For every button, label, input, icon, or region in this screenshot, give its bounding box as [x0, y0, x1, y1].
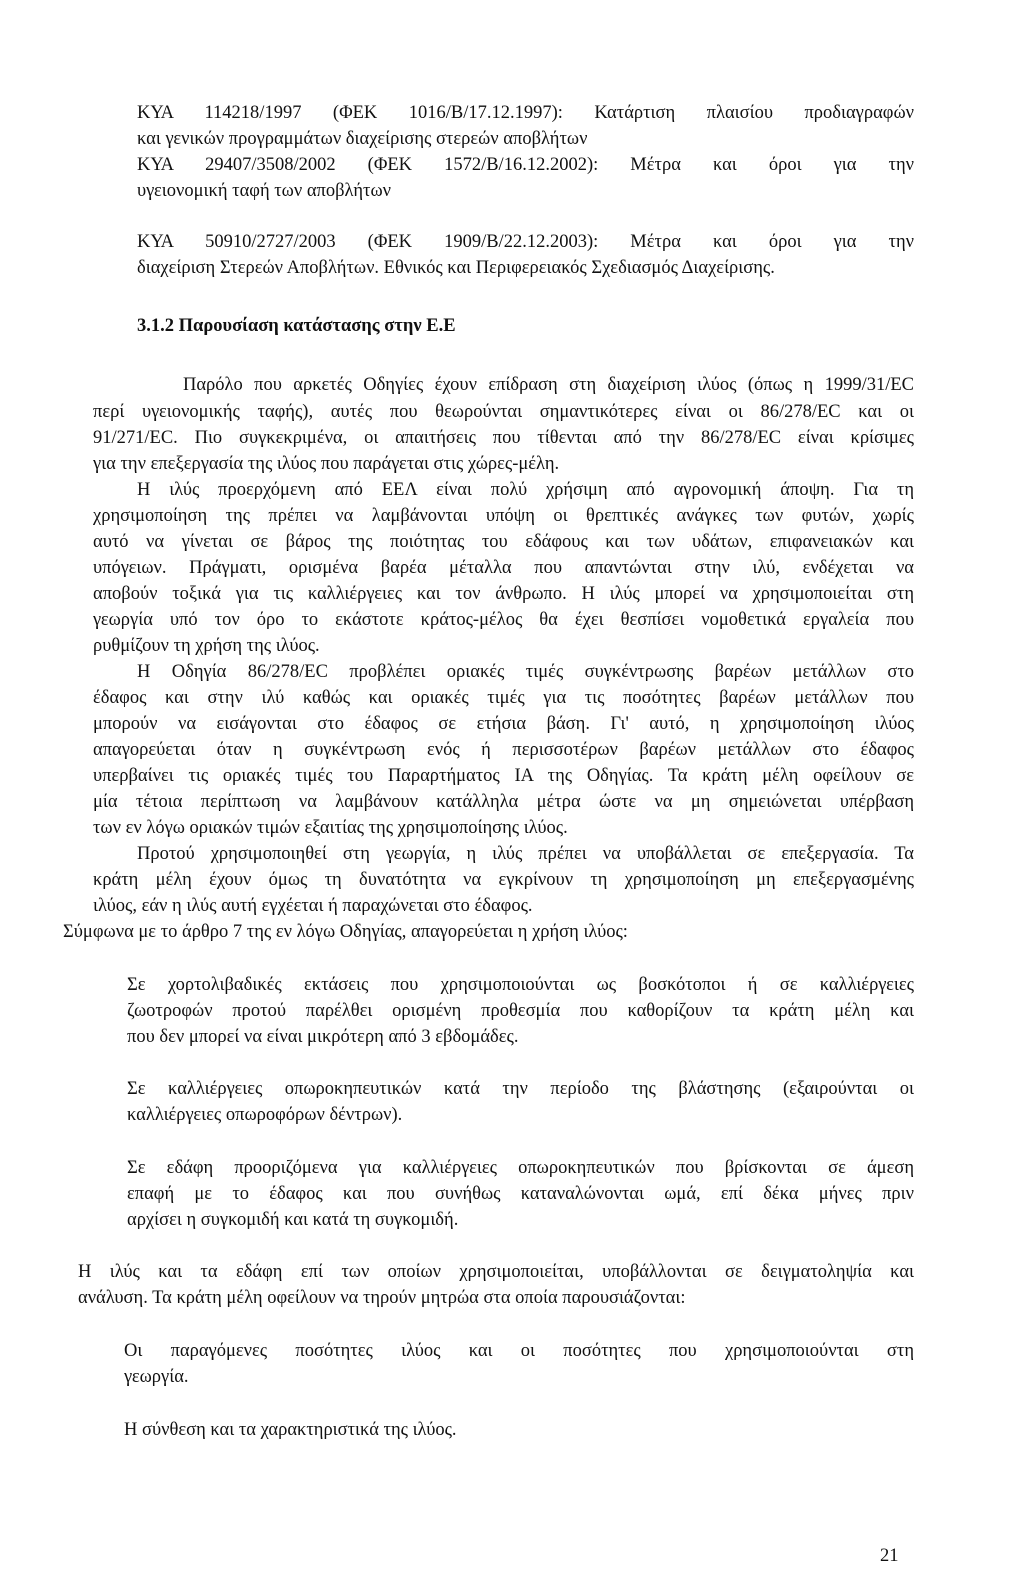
prohibition-1-line: Σε χορτολιβαδικές εκτάσεις που χρησιμοποιούνται ως βοσκότοποι ή σε καλλιέργειες [127, 975, 914, 995]
paragraph-line: έδαφος και στην ιλύ καθώς και οριακές τιμές για τις ποσότητες βαρέων μετάλλων που [93, 688, 914, 708]
prohibition-3-line: επαφή με το έδαφος και που συνήθως καταναλώνονται ωμά, επί δέκα μήνες πριν [127, 1184, 914, 1204]
paragraph-line: χρησιμοποίηση της πρέπει να λαμβάνονται υπόψη οι θρεπτικές ανάγκες των φυτών, χωρίς [93, 506, 914, 526]
paragraph-line: περί υγειονομικής ταφής), αυτές που θεωρούνται σημαντικότερες είναι οι 86/278/EC και οι [93, 402, 914, 422]
paragraph-line: ανάλυση. Τα κράτη μέλη οφείλουν να τηρούν μητρώα στα οποία παρουσιάζονται: [78, 1288, 686, 1308]
paragraph-line: Προτού χρησιμοποιηθεί στη γεωργία, η ιλύς πρέπει να υποβάλλεται σε επεξεργασία. Τα [137, 844, 914, 864]
paragraph-line: για την επεξεργασία της ιλύος που παράγεται στις χώρες-μέλη. [93, 454, 560, 474]
reference-1-line-2: και γενικών προγραμμάτων διαχείρισης στερεών αποβλήτων [137, 129, 588, 149]
prohibition-1-line: που δεν μπορεί να είναι μικρότερη από 3 εβδομάδες. [127, 1027, 519, 1047]
paragraph-line: ρυθμίζουν τη χρήση της ιλύος. [93, 636, 320, 656]
prohibition-2-line: καλλιέργειες οπωροφόρων δέντρων). [127, 1105, 403, 1125]
reference-1-line-1: ΚΥΑ 114218/1997 (ΦΕΚ 1016/Β/17.12.1997): Κατάρτιση πλαισίου προδιαγραφών [137, 103, 914, 123]
reference-2-line-1: ΚΥΑ 29407/3508/2002 (ΦΕΚ 1572/Β/16.12.2002): Μέτρα και όροι για την [137, 155, 914, 175]
paragraph-line: ιλύος, εάν η ιλύς αυτή εγχέεται ή παραχώνεται στο έδαφος. [93, 896, 533, 916]
paragraph-line: Η ιλύς και τα εδάφη επί των οποίων χρησιμοποιείται, υποβάλλονται σε δειγματοληψία και [78, 1262, 914, 1282]
page-number: 21 [880, 1546, 899, 1566]
section-heading: 3.1.2 Παρουσίαση κατάστασης στην Ε.Ε [137, 316, 456, 336]
paragraph-line: μία τέτοια περίπτωση να λαμβάνουν κατάλληλα μέτρα ώστε να μη σημειώνεται υπέρβαση [93, 792, 914, 812]
prohibition-3-line: Σε εδάφη προοριζόμενα για καλλιέργειες οπωροκηπευτικών που βρίσκονται σε άμεση [127, 1158, 914, 1178]
paragraph-line: γεωργία υπό τον όρο το εκάστοτε κράτος-μέλος θα έχει θεσπίσει νομοθετικά εργαλεία που [93, 610, 914, 630]
prohibition-2-line: Σε καλλιέργειες οπωροκηπευτικών κατά την περίοδο της βλάστησης (εξαιρούνται οι [127, 1079, 914, 1099]
paragraph-line: κράτη μέλη έχουν όμως τη δυνατότητα να εγκρίνουν τη χρησιμοποίηση μη επεξεργασμένης [93, 870, 914, 890]
registry-item-1-line: Οι παραγόμενες ποσότητες ιλύος και οι ποσότητες που χρησιμοποιούνται στη [124, 1341, 914, 1361]
prohibition-1-line: ζωοτροφών προτού παρέλθει ορισμένη προθεσμία που καθορίζουν τα κράτη μέλη και [127, 1001, 914, 1021]
paragraph-line: αυτό να γίνεται σε βάρος της ποιότητας του εδάφους και των υδάτων, επιφανειακών και [93, 532, 914, 552]
paragraph-line: αποβούν τοξικά για τις καλλιέργειες και τον άνθρωπο. Η ιλύς μπορεί να χρησιμοποιείται στη [93, 584, 914, 604]
reference-3-line-2: διαχείριση Στερεών Αποβλήτων. Εθνικός και Περιφερειακός Σχεδιασμός Διαχείρισης. [137, 258, 775, 278]
reference-3-line-1: ΚΥΑ 50910/2727/2003 (ΦΕΚ 1909/Β/22.12.2003): Μέτρα και όροι για την [137, 232, 914, 252]
paragraph-line: υπερβαίνει τις οριακές τιμές του Παραρτήματος ΙΑ της Οδηγίας. Τα κράτη μέλη οφείλουν σε [93, 766, 914, 786]
paragraph-line: 91/271/EC. Πιο συγκεκριμένα, οι απαιτήσεις που τίθενται από την 86/278/EC είναι κρίσιμες [93, 428, 914, 448]
registry-item-2-line: Η σύνθεση και τα χαρακτηριστικά της ιλύος. [124, 1420, 457, 1440]
prohibition-3-line: αρχίσει η συγκομιδή και κατά τη συγκομιδή. [127, 1210, 459, 1230]
paragraph-line: Η Οδηγία 86/278/EC προβλέπει οριακές τιμές συγκέντρωσης βαρέων μετάλλων στο [137, 662, 914, 682]
paragraph-line: υπόγειων. Πράγματι, ορισμένα βαρέα μέταλλα που απαντώνται στην ιλύ, ενδέχεται να [93, 558, 914, 578]
paragraph-line: Η ιλύς προερχόμενη από ΕΕΛ είναι πολύ χρήσιμη από αγρονομική άποψη. Για τη [137, 480, 914, 500]
reference-2-line-2: υγειονομική ταφή των αποβλήτων [137, 181, 392, 201]
paragraph-line: απαγορεύεται όταν η συγκέντρωση ενός ή περισσοτέρων βαρέων μετάλλων στο έδαφος [93, 740, 914, 760]
paragraph-line: μπορούν να εισάγονται στο έδαφος σε ετήσια βάση. Γι' αυτό, η χρησιμοποίηση ιλύος [93, 714, 914, 734]
registry-item-1-line: γεωργία. [124, 1367, 189, 1387]
paragraph-line: των εν λόγω οριακών τιμών εξαιτίας της χρησιμοποίησης ιλύος. [93, 818, 568, 838]
paragraph-line: Παρόλο που αρκετές Οδηγίες έχουν επίδραση στη διαχείριση ιλύος (όπως η 1999/31/EC [183, 375, 914, 395]
paragraph-5: Σύμφωνα με το άρθρο 7 της εν λόγω Οδηγίας, απαγορεύεται η χρήση ιλύος: [63, 922, 628, 942]
